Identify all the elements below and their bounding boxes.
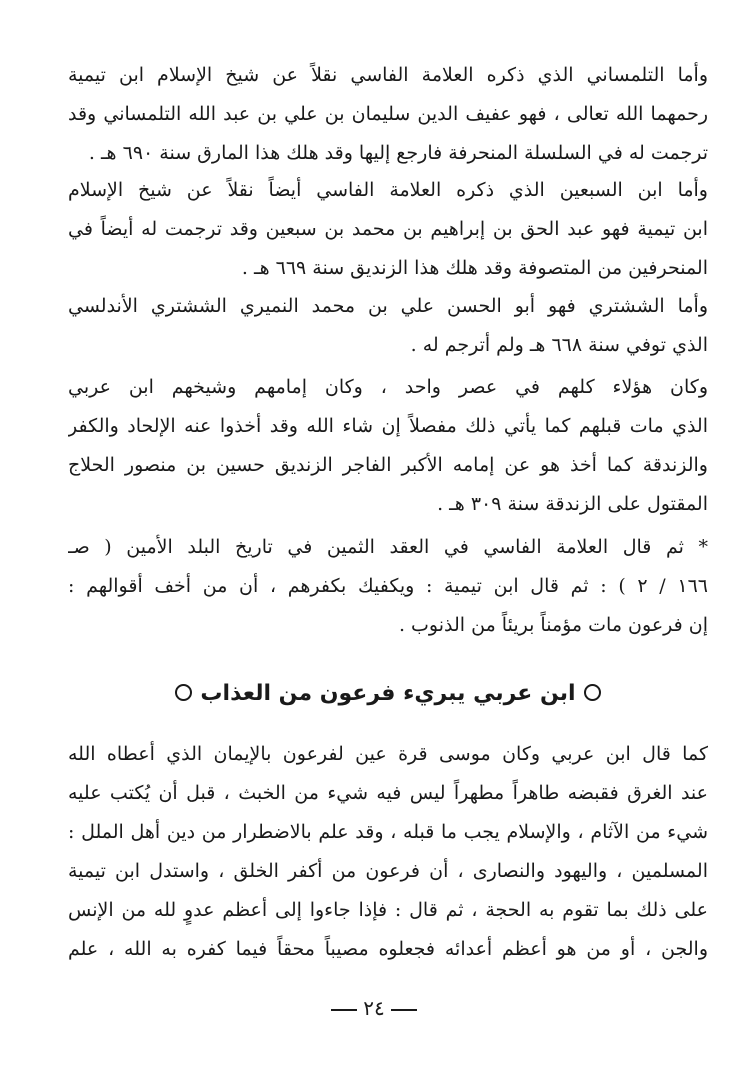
text-line: ابن تيمية فهو عبد الحق بن إبراهيم بن محمد بن سبعين وقد ترجمت له أيضاً في bbox=[68, 218, 708, 240]
text-line: * ثم قال العلامة الفاسي في العقد الثمين في تاريخ البلد الأمين ( صـ bbox=[68, 536, 708, 558]
circle-ornament-icon bbox=[584, 684, 601, 701]
page-footer bbox=[0, 988, 748, 1028]
text-line: الذي توفي سنة ٦٦٨ هـ ولم أترجم له . bbox=[410, 334, 708, 356]
dash-ornament bbox=[331, 1009, 357, 1011]
paragraph-ibn-sabin bbox=[68, 171, 708, 288]
page-number: ٢٤ bbox=[363, 996, 385, 1020]
text-line: المسلمين ، واليهود والنصارى ، أن فرعون من أكفر الخلق ، واستدل ابن تيمية bbox=[68, 860, 708, 882]
text-line: والجن ، أو من هو أعظم أعدائه فجعلوه مصيباً محقاً فيما كفره به الله ، علم bbox=[68, 938, 708, 960]
circle-ornament-icon bbox=[175, 684, 192, 701]
section-heading-text: ابن عربي يبريء فرعون من العذاب bbox=[200, 681, 576, 706]
text-line: شيء من الآثام ، والإسلام يجب ما قبله ، وقد علم بالاضطرار من دين أهل الملل : bbox=[68, 821, 708, 843]
text-line: وأما ابن السبعين الذي ذكره العلامة الفاسي أيضاً نقلاً عن شيخ الإسلام bbox=[68, 179, 708, 201]
text-line: على ذلك بما تقوم به الحجة ، ثم قال : فإذا جاءوا إلى أعظم عدوٍ لله من الإنس bbox=[68, 899, 708, 921]
paragraph-ibn-arabi-imam bbox=[68, 368, 708, 524]
text-line: كما قال ابن عربي وكان موسى قرة عين لفرعون بالإيمان الذي أعطاه الله bbox=[68, 743, 708, 765]
paragraph-pharaoh bbox=[68, 735, 708, 969]
text-line: عند الغرق فقبضه طاهراً مطهراً ليس فيه شيء من الخبث ، قبل أن يُكتب عليه bbox=[68, 782, 708, 804]
dash-ornament bbox=[391, 1009, 417, 1011]
paragraph-shushtari bbox=[68, 287, 708, 365]
text-line: ١٦٦ / ٢ ) : ثم قال ابن تيمية : ويكفيك بكفرهم ، أن من أخف أقوالهم : bbox=[68, 575, 708, 597]
text-line: المقتول على الزندقة سنة ٣٠٩ هـ . bbox=[437, 493, 708, 515]
text-line: وكان هؤلاء كلهم في عصر واحد ، وكان إمامهم وشيخهم ابن عربي bbox=[68, 376, 708, 398]
text-line: وأما الششتري فهو أبو الحسن علي بن محمد النميري الششتري الأندلسي bbox=[68, 295, 708, 317]
text-line: المنحرفين من المتصوفة وقد هلك هذا الزنديق سنة ٦٦٩ هـ . bbox=[241, 257, 708, 279]
section-heading bbox=[68, 672, 708, 716]
text-line: الذي مات قبلهم كما يأتي ذلك مفصلاً إن شاء الله وقد أخذوا عنه الإلحاد والكفر bbox=[68, 415, 708, 437]
text-line: وأما التلمساني الذي ذكره العلامة الفاسي نقلاً عن شيخ الإسلام ابن تيمية bbox=[68, 64, 708, 86]
text-line: ترجمت له في السلسلة المنحرفة فارجع إليها وقد هلك هذا المارق سنة ٦٩٠ هـ . bbox=[88, 142, 708, 164]
text-line: رحمهما الله تعالى ، فهو عفيف الدين سليمان بن علي بن عبد الله التلمساني وقد bbox=[68, 103, 708, 125]
text-line: والزندقة كما أخذ هو عن إمامه الأكبر الفاجر الزنديق حسين بن منصور الحلاج bbox=[68, 454, 708, 476]
paragraph-tilimsani bbox=[68, 56, 708, 173]
text-line: إن فرعون مات مؤمناً بريئاً من الذنوب . bbox=[398, 614, 708, 636]
paragraph-fasi-quote bbox=[68, 528, 708, 645]
